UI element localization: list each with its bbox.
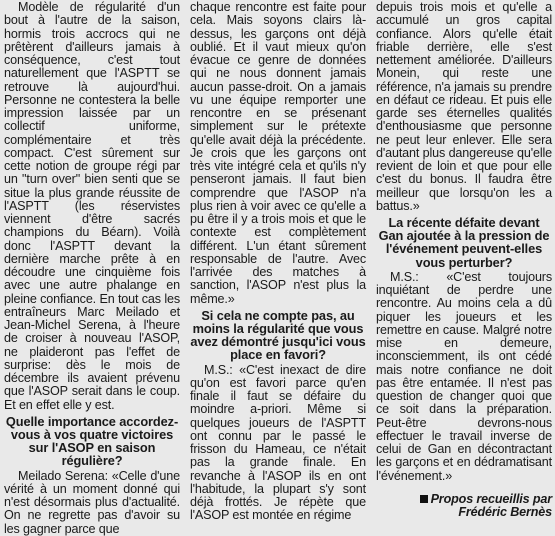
question-heading: La récente défaite devant Gan ajoutée à la pression de l'événement peuvent-elles vous perturber? — [378, 215, 550, 270]
byline — [376, 493, 552, 520]
paragraph: chaque rencontre est faite pour cela. Mais soyons clairs là-dessus, les garçons ont déjà oublié. Et il vaut mieux qu'on évacue ce genre de données qui ne nous donnent jamais aucun passe-droit. On a jamais vu une équipe remporter une rencontre en se présenant simplement sur le prétexte qu'elle avait déjà la précédente. Je crois que les garçons ont très vite intégré cela et qu'ils n'y penseront jamais. Il faut bien comprendre que l'ASOP n'a plus rien à voir avec ce qu'elle a pu être il y a trois mois et que le contexte est complètement différent. L'un étant sûrement responsable de l'autre. Avec l'arrivée des matches à sanction, l'ASOP n'est plus la même.» — [190, 0, 366, 306]
column-3 — [376, 0, 552, 520]
paragraph: Modèle de régularité d'un bout à l'autre de la saison, hormis trois accrocs qui ne prêtèrent d'ailleurs jamais à conséquence, c'est tout naturellement que l'ASPTT se retrouve là aujourd'hui. Personne ne contestera la belle impression laissée par un collectif uniforme, complémentaire et très compact. C'est sûrement sur cette notion de groupe régi par un "turn over" bien senti que se situe la plus grande réussite de l'ASPTT (les réservistes viennent d'être sacrés champions du Béarn). Voilà donc l'ASPTT devant la dernière marche prête à en découdre une cinquième fois avec une autre phalange en pleine confiance. En tout cas les entraîneurs Marc Meilado et Jean-Michel Serena, à l'heure de croiser à nouveau l'ASOP, ne plaideront pas l'effet de surprise: dès le mois de décembre ils avaient prévenu que l'ASOP serait dans le coup. Et en effet elle y est. — [4, 0, 180, 412]
question-heading: Quelle importance accordez-vous à vos quatre victoires sur l'ASOP en saison régulière? — [5, 413, 179, 469]
square-bullet-icon — [420, 495, 428, 503]
paragraph: Meilado Serena: «Celle d'une vérité à un moment donné qui n'est désormais plus d'actualité. On ne regrette pas d'avoir su les gagner parce que — [4, 468, 180, 536]
paragraph: M.S.: «C'est toujours inquiétant de perdre une rencontre. Au moins cela a dû piquer les joueurs et les remettre en cause. Malgré notre mise en demeure, inconsciemment, ils ont cédé mais notre confiance ne doit pas être entamée. Il n'est pas question de changer quoi que ce soit dans la préparation. Peut-être devrons-nous effectuer le travail inverse de celui de Gan en décontractant les garçons et en dédramatisant l'événement.» — [376, 269, 552, 483]
byline-label: Propos recueillis par — [430, 491, 552, 506]
paragraph: depuis trois mois et qu'elle a accumulé un gros capital confiance. Alors qu'elle était friable derrière, elle s'est nettement améliorée. D'ailleurs Monein, qui reste une référence, n'a jamais su prendre en défaut ce rideau. Et puis elle garde ses éternelles qualités d'enthousiasme que personne ne peut leur enlever. Elle sera d'autant plus dangereuse qu'elle revient de loin et que pour elle c'est du bonus. Il faudra être meilleur que lorsqu'on les a battus.» — [376, 0, 552, 213]
question-heading: Si cela ne compte pas, au moins la régularité que vous avez démontré jusqu'ici vous place en favori? — [190, 307, 366, 363]
column-1 — [4, 0, 180, 536]
paragraph: M.S.: «C'est inexact de dire qu'on est favori parce qu'en finale il faut se défaire du moindre a-priori. Même si quelques joueurs de l'ASPTT ont connu par le passé le frisson du Hameau, ce n'était pas la grande finale. En revanche à l'ASOP ils en ont l'habitude, la plupart s'y sont déjà frottés. Je répète que l'ASOP est montée en régime — [190, 362, 366, 523]
column-2 — [190, 0, 366, 523]
byline-author: Frédéric Bernès — [458, 505, 552, 520]
